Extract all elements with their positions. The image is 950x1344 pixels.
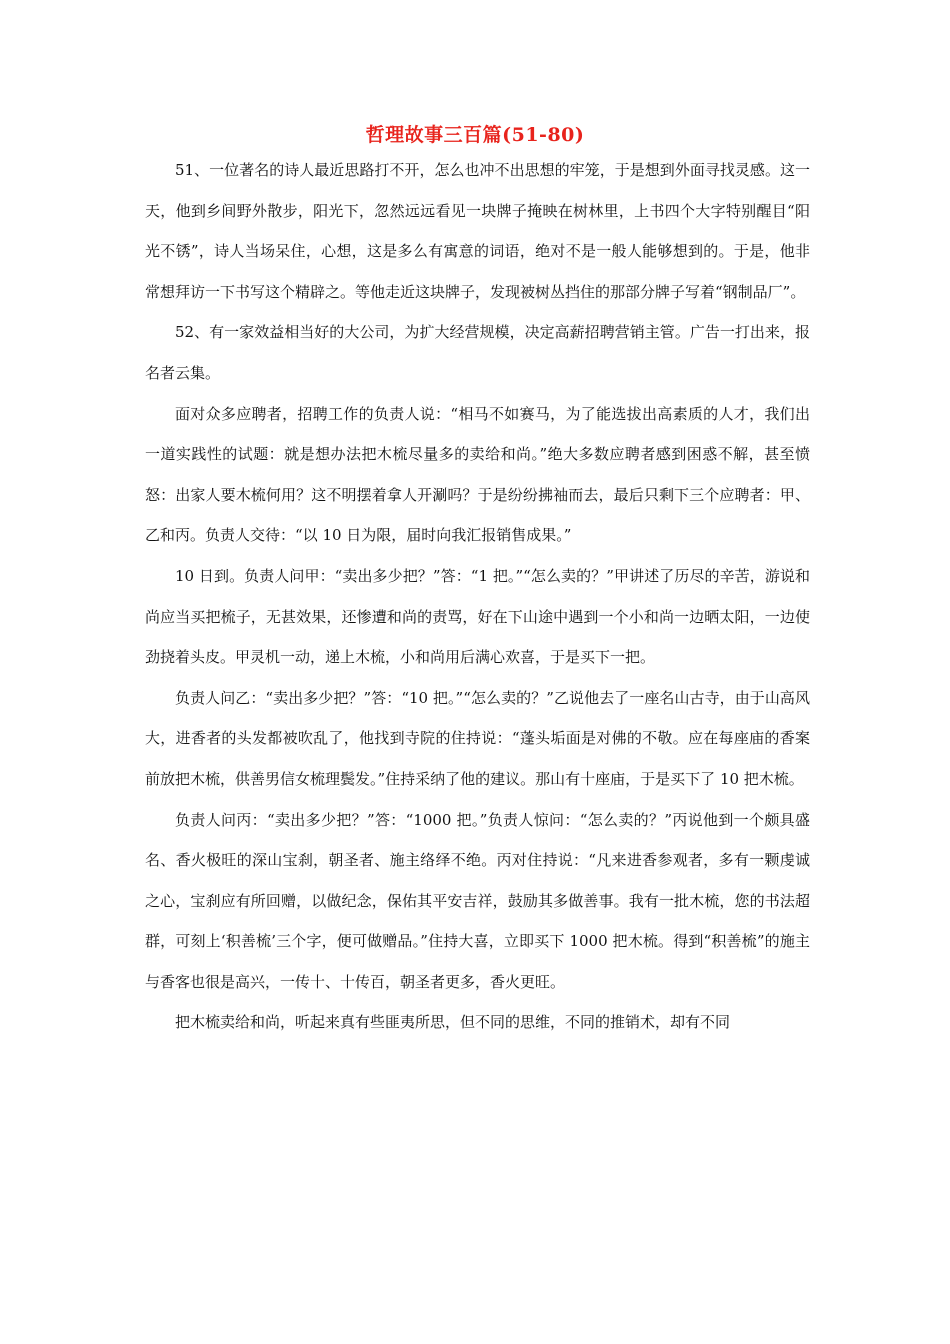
paragraph-52-yi: 负责人问乙：“卖出多少把？”答：“10 把。”“怎么卖的？”乙说他去了一座名山古寺，由于山高风大，进香者的头发都被吹乱了，他找到寺院的住持说：“蓬头垢面是对佛的不敬。应在每座庙的香案前放把木梳，供善男信女梳理鬓发。”住持采纳了他的建议。那山有十座庙，于是买下了 10 把木梳。	[145, 688, 810, 788]
paragraph-52-bing: 负责人问丙：“卖出多少把？”答：“1000 把。”负责人惊问：“怎么卖的？”丙说他到一个颇具盛名、香火极旺的深山宝刹，朝圣者、施主络绎不绝。丙对住持说：“凡来进香参观者，多有一颗虔诚之心，宝刹应有所回赠，以做纪念，保佑其平安吉祥，鼓励其多做善事。我有一批木梳，您的书法超群，可刻上‘积善梳’三个字，便可做赠品。”住持大喜，立即买下 1000 把木梳。得到“积善梳”的施主与香客也很是高兴，一传十、十传百，朝圣者更多，香火更旺。	[145, 810, 810, 991]
paragraph-52-summary: 把木梳卖给和尚，听起来真有些匪夷所思，但不同的思维，不同的推销术，却有不同	[175, 1013, 731, 1032]
paragraph-52-test: 面对众多应聘者，招聘工作的负责人说：“相马不如赛马，为了能选拔出高素质的人才，我们出一道实践性的试题：就是想办法把木梳尽量多的卖给和尚。”绝大多数应聘者感到困惑不解，甚至愤怒：出家人要木梳何用？这不明摆着拿人开涮吗？于是纷纷拂袖而去，最后只剩下三个应聘者：甲、乙和丙。负责人交待：“以 10 日为限，届时向我汇报销售成果。”	[145, 404, 810, 545]
document-body	[145, 150, 810, 1043]
document-title: 哲理故事三百篇(51-80)	[365, 124, 585, 146]
paragraph-52-jia: 10 日到。负责人问甲：“卖出多少把？”答：“1 把。”“怎么卖的？”甲讲述了历尽的辛苦，游说和尚应当买把梳子，无甚效果，还惨遭和尚的责骂，好在下山途中遇到一个小和尚一边晒太阳，一边使劲挠着头皮。甲灵机一动，递上木梳，小和尚用后满心欢喜，于是买下一把。	[145, 566, 810, 667]
paragraph-52-intro: 52、有一家效益相当好的大公司，为扩大经营规模，决定高薪招聘营销主管。广告一打出来，报名者云集。	[145, 323, 810, 382]
paragraph-51: 51、一位著名的诗人最近思路打不开，怎么也冲不出思想的牢笼，于是想到外面寻找灵感。这一天，他到乡间野外散步，阳光下，忽然远远看见一块牌子掩映在树林里，上书四个大字特别醒目“阳光不锈”，诗人当场呆住，心想，这是多么有寓意的词语，绝对不是一般人能够想到的。于是，他非常想拜访一下书写这个精辟之。等他走近这块牌子，发现被树丛挡住的那部分牌子写着“钢制品厂”。	[145, 161, 810, 301]
